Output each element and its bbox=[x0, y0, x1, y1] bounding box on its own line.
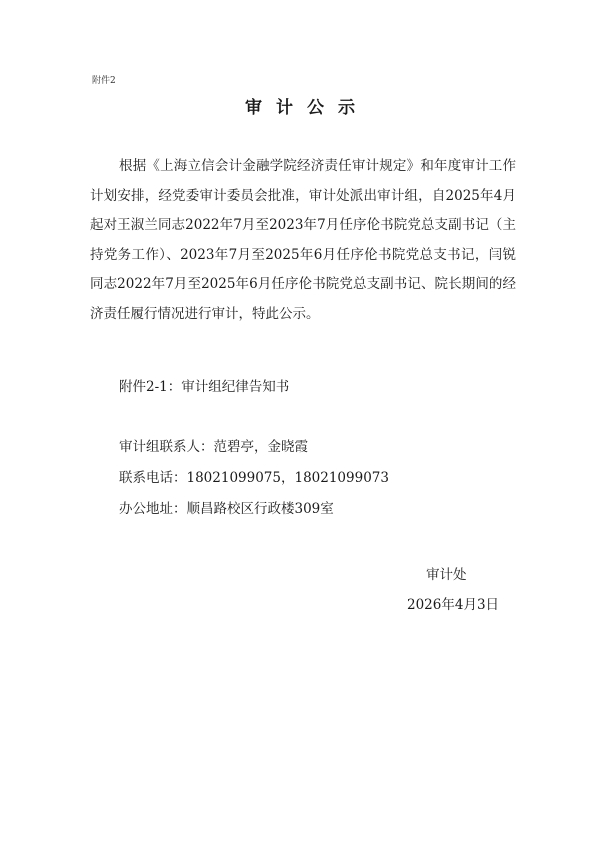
signature-department: 审计处 bbox=[426, 567, 467, 583]
contact-phone: 联系电话：18021099075，18021099073 bbox=[119, 470, 389, 486]
contact-people: 审计组联系人：范碧亭，金晓霞 bbox=[119, 439, 308, 455]
announcement-body: 根据《上海立信会计金融学院经济责任审计规定》和年度审计工作计划安排，经党委审计委员会批准，审计处派出审计组，自2025年4月起对王淑兰同志2022年7月至2023年7月任序伦书院党总支副书记（主持党务工作）、2023年7月至2025年6月任序伦书院党总支书记，闫锐同志2022年7月至2025年6月任序伦书院党总支副书记、院长期间的经济责任履行情况进行审计，特此公示。 bbox=[90, 158, 516, 322]
office-address: 办公地址：顺昌路校区行政楼309室 bbox=[119, 501, 334, 517]
attachment-item: 附件2-1：审计组纪律告知书 bbox=[119, 379, 290, 395]
signature-date: 2026年4月3日 bbox=[407, 597, 500, 613]
page-title: 审计公示 bbox=[245, 98, 369, 118]
attachment-marker: 附件2 bbox=[92, 76, 116, 86]
